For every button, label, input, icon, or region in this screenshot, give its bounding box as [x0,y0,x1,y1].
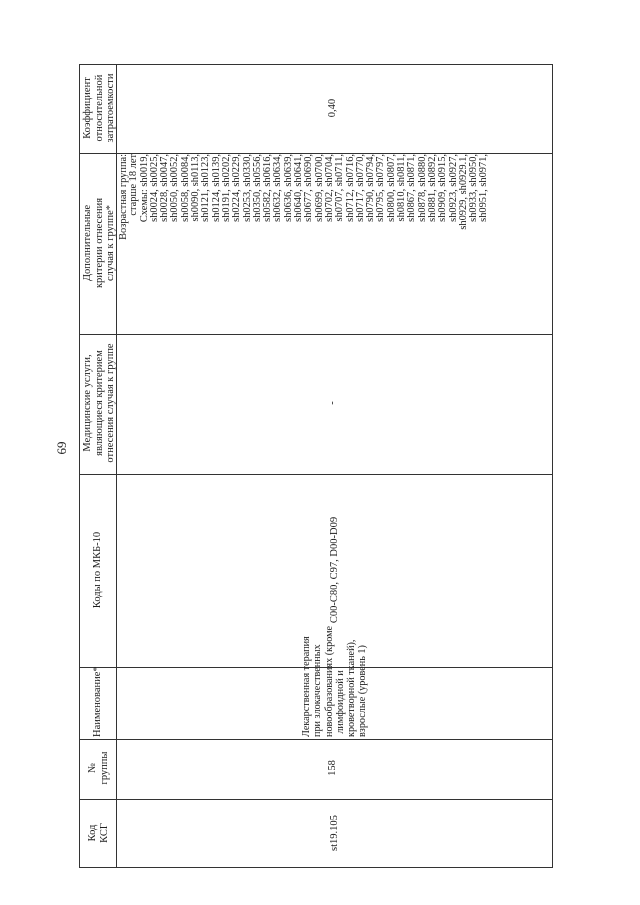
header-name: Наименование* [92,666,103,737]
header-group-number: № группы [87,751,110,785]
header-coefficient: Коэффициент относительной затратоемкости [82,73,116,143]
table-border-bottom [79,867,553,868]
group-number-value: 158 [327,760,338,776]
mkb-codes-value: C00-C80, C97, D00-D09 [329,516,340,624]
ksg-code-value: st19.105 [329,815,340,851]
header-ksg-code: Код КСГ [87,823,110,843]
table-border-left [79,64,80,868]
additional-criteria-list: Возрастная группа: старше 18 лет Схемы: sh0019, sh0024, sh0025, sh0028, sh0047, sh0050, sh0052, sh0058, sh0084, sh0090, sh0113, sh0121, sh0123, sh0124, sh0139, sh0191, sh0202, sh0224, sh0229, sh0253, sh0330, sh0350, sh0556, sh0582, sh0616, sh0632, sh0634, sh0636, sh0639, sh0640, sh0641, sh0677, sh0690, sh0699, sh0700, sh0702, sh0704, sh0707, sh0711, sh0712, sh0716, sh0717, sh0770, sh0790, sh0794, sh0795, sh0797, sh0800, sh0807, sh0810, sh0811, sh0867, sh0871, sh0878, sh0880, sh0881, sh0892, sh0909, sh0915, sh0923, sh0927, sh0929, sh0929.1, sh0933, sh0950, sh0951, sh0971, [118,154,490,240]
medical-services-value: - [327,401,338,405]
group-name-value: Лекарственная терапия при злокачественных новообразованиях (кроме лимфоидной и кроветворной тканей), взрослые (уровень 1) [301,625,369,737]
column-separator [79,799,553,800]
column-separator [79,334,553,335]
page-number: 69 [54,441,69,455]
header-additional-criteria: Дополнительные критерии отнесения случая к группе* [82,197,116,289]
table-border-right [552,64,553,868]
coefficient-value: 0,40 [327,98,338,118]
header-medical-services: Медицинские услуги, являющиеся критерием отнесения случая к группе [82,343,116,463]
table-border-top [79,64,553,65]
header-mkb-codes: Коды по МКБ-10 [92,531,103,609]
ksg-table [79,64,553,868]
column-separator [79,474,553,475]
column-separator [79,739,553,740]
